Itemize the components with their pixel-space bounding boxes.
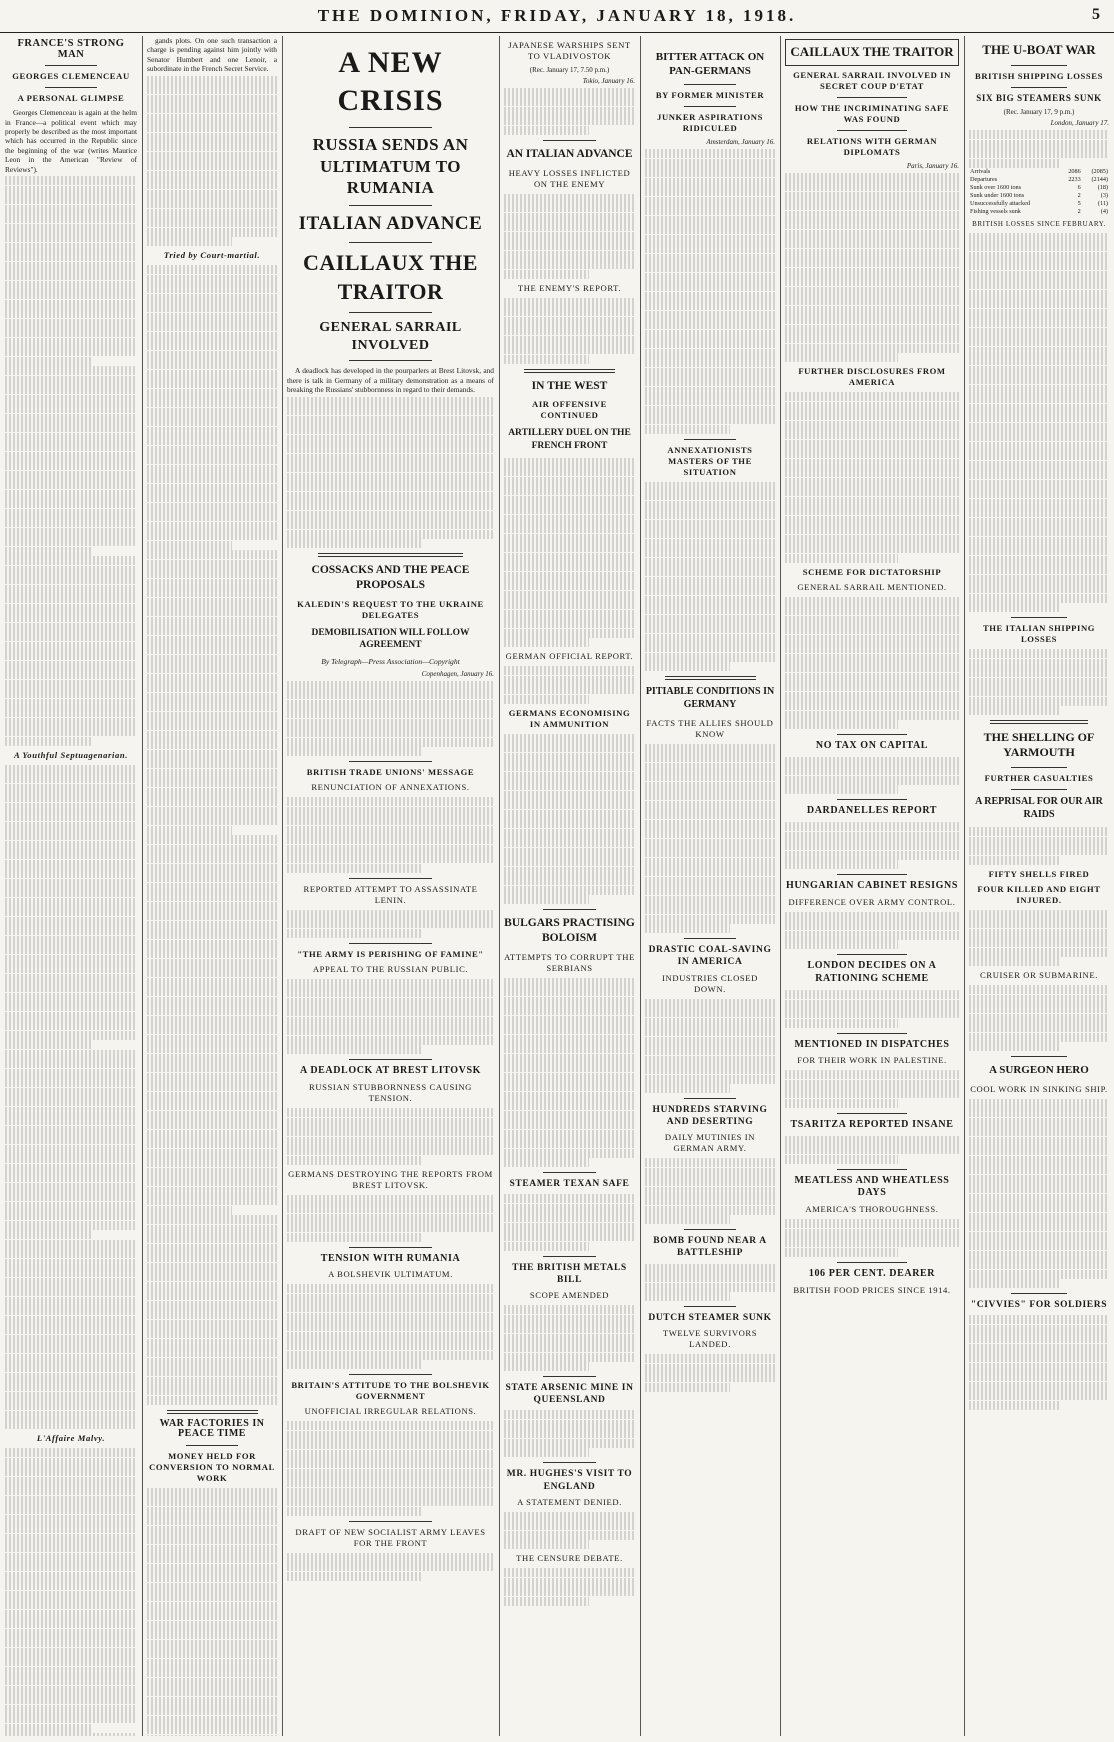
- divider: [543, 1256, 595, 1257]
- stats-cell: Departures: [970, 175, 998, 183]
- article-subhead: UNOFFICIAL IRREGULAR RELATIONS.: [304, 1406, 477, 1417]
- article-lead: Georges Clemenceau is again at the helm in France—a political event which may properly be described as the most important which has occurred in the Republic since the beginning of the war (writes Maurice Leon in the American "Review of Reviews").: [5, 108, 137, 174]
- article-headline: STEAMER TEXAN SAFE: [509, 1179, 630, 1190]
- stats-cell: 2233: [1068, 175, 1081, 183]
- stats-cell: 2: [1077, 191, 1081, 199]
- article-headline: ANNEXATIONISTS MASTERS OF THE SITUATION: [667, 444, 753, 477]
- divider: [990, 720, 1088, 724]
- headline-deck: RUSSIA SENDS AN ULTIMATUM TO RUMANIA: [312, 134, 469, 198]
- divider: [684, 439, 736, 440]
- article-subhead: JUNKER ASPIRATIONS RIDICULED: [657, 112, 763, 134]
- article-body-text: [785, 1136, 959, 1164]
- article-body-text: [287, 910, 494, 938]
- divider: [1011, 617, 1067, 618]
- divider: [349, 1059, 432, 1060]
- divider: [684, 938, 736, 939]
- article-subhead: BY FORMER MINISTER: [655, 90, 765, 101]
- article-headline: HUNGARIAN CABINET RESIGNS: [785, 880, 959, 892]
- article-subhead: BRITISH FOOD PRICES SINCE 1914.: [793, 1284, 951, 1295]
- article-subhead: BRITAIN'S ATTITUDE TO THE BOLSHEVIK GOVERNMENT: [291, 1380, 490, 1402]
- divider: [684, 106, 736, 107]
- article-body-text: [645, 744, 775, 934]
- article-body-text: [504, 734, 635, 905]
- column-5: [640, 36, 780, 1736]
- article-subhead: GEORGES CLEMENCEAU: [12, 71, 130, 82]
- divider: [543, 1376, 595, 1377]
- article-subhead: RUSSIAN STUBBORNNESS CAUSING TENSION.: [309, 1082, 472, 1104]
- article-subhead: AIR OFFENSIVE CONTINUED: [532, 399, 607, 421]
- article-subhead: RELATIONS WITH GERMAN DIPLOMATS: [806, 135, 938, 157]
- article-headline: COSSACKS AND THE PEACE PROPOSALS: [311, 564, 470, 592]
- article-body-text: [504, 666, 635, 704]
- column-7: [964, 36, 1114, 1736]
- article-body-text: [287, 979, 494, 1055]
- article-headline: NO TAX ON CAPITAL: [815, 740, 929, 752]
- article-subhead: FIFTY SHELLS FIRED: [988, 868, 1090, 879]
- article-subhead: TWELVE SURVIVORS LANDED.: [662, 1328, 758, 1350]
- divider: [837, 874, 907, 875]
- divider: [684, 1306, 736, 1307]
- article-headline: A SURGEON HERO: [989, 1064, 1089, 1077]
- divider: [349, 1521, 432, 1522]
- divider: [318, 553, 463, 557]
- article-subhead: GERMANS ECONOMISING IN AMMUNITION: [508, 707, 631, 729]
- received-line: (Rec. January 17, 9 p.m.): [1003, 108, 1075, 117]
- article-headline: THE ITALIAN SHIPPING LOSSES: [982, 623, 1096, 645]
- divider: [349, 127, 432, 128]
- article-subhead: BRITISH LOSSES SINCE FEBRUARY.: [972, 219, 1106, 228]
- article-body-text: [5, 176, 137, 746]
- article-body-text: [785, 173, 959, 363]
- article-body-text: [504, 1194, 635, 1251]
- article-subhead: GERMAN OFFICIAL REPORT.: [505, 651, 634, 662]
- article-subhead: THE ENEMY'S REPORT.: [517, 282, 622, 293]
- article-subhead: AMERICA'S THOROUGHNESS.: [805, 1204, 939, 1215]
- article-lead: gands plots. On one such transaction a charge is pending against him jointly with Senator Humbert and one Lenoir, a subordinate in the French Secret Service.: [147, 36, 277, 74]
- article-kicker: A PERSONAL GLIMPSE: [17, 93, 125, 104]
- divider: [837, 1262, 907, 1263]
- stats-cell: 6: [1077, 183, 1081, 191]
- article-headline: DUTCH STEAMER SUNK: [648, 1313, 772, 1324]
- article-subhead: SCHEME FOR DICTATORSHIP: [802, 566, 942, 577]
- divider: [349, 312, 432, 313]
- divider: [837, 1033, 907, 1034]
- divider: [684, 84, 736, 85]
- article-headline: FRANCE'S STRONG MAN: [17, 38, 125, 61]
- article-body-text: [785, 912, 959, 950]
- stats-cell: (18): [1097, 183, 1108, 191]
- masthead-title: THE DOMINION, FRIDAY, JANUARY 18, 1918.: [317, 6, 797, 25]
- article-headline: JAPANESE WARSHIPS SENT TO VLADIVOSTOK: [508, 40, 631, 61]
- agency-line: By Telegraph—Press Association—Copyright: [321, 657, 460, 667]
- article-subhead: SIX BIG STEAMERS SUNK: [976, 92, 1102, 103]
- column-4: [499, 36, 640, 1736]
- article-subhead: HEAVY LOSSES INFLICTED ON THE ENEMY: [508, 167, 631, 189]
- article-subhead: CRUISER OR SUBMARINE.: [980, 970, 1098, 981]
- divider: [524, 369, 616, 373]
- article-body-text: [147, 265, 277, 1405]
- divider: [349, 1374, 432, 1375]
- article-body-text: [504, 1512, 635, 1550]
- article-headline: HUNDREDS STARVING AND DESERTING: [652, 1105, 768, 1128]
- article-headline: BULGARS PRACTISING BOLOISM: [504, 917, 635, 944]
- dateline: Tokio, January 16.: [582, 76, 635, 85]
- dateline: London, January 17.: [1050, 119, 1109, 128]
- article-subhead: GERMANS DESTROYING THE REPORTS FROM BREST LITOVSK.: [288, 1168, 493, 1190]
- main-headline: A NEW CRISIS: [337, 46, 444, 118]
- article-subhead: "THE ARMY IS PERISHING OF FAMINE": [297, 948, 484, 959]
- article-body-text: [969, 1099, 1109, 1289]
- divider: [837, 97, 907, 98]
- article-headline: 106 PER CENT. DEARER: [808, 1267, 936, 1279]
- stats-row: [969, 184, 1109, 192]
- divider: [349, 242, 432, 243]
- article-subhead: ARTILLERY DUEL ON THE FRENCH FRONT: [508, 428, 631, 451]
- article-body-text: [5, 765, 137, 1430]
- article-body-text: [504, 1568, 635, 1606]
- article-body-text: [785, 1219, 959, 1257]
- article-headline: THE BRITISH METALS BILL: [512, 1262, 627, 1285]
- article-subhead: DIFFERENCE OVER ARMY CONTROL.: [788, 896, 956, 907]
- article-subhead: DAILY MUTINIES IN GERMAN ARMY.: [664, 1132, 756, 1154]
- article-headline: LONDON DECIDES ON A RATIONING SCHEME: [807, 960, 937, 985]
- divider: [349, 761, 432, 762]
- stats-cell: Sunk under 1600 tons: [970, 191, 1025, 199]
- article-headline: "CIVVIES" FOR SOLDIERS: [970, 1300, 1108, 1311]
- article-body-text: [969, 985, 1109, 1051]
- article-body-text: [969, 130, 1109, 168]
- divider: [349, 205, 432, 206]
- article-headline: THE SHELLING OF YARMOUTH: [983, 730, 1095, 760]
- article-body-text: [147, 76, 277, 247]
- article-body-text: [287, 797, 494, 873]
- article-body-text: [785, 1070, 959, 1108]
- article-body-text: [147, 1488, 277, 1736]
- article-subhead: THE CENSURE DEBATE.: [516, 1553, 623, 1564]
- divider: [543, 1172, 595, 1173]
- article-body-text: [504, 194, 635, 279]
- stats-row: [969, 208, 1109, 216]
- divider: [45, 87, 98, 88]
- article-body-text: [785, 597, 959, 730]
- stats-row: [969, 192, 1109, 200]
- stats-cell: (11): [1097, 199, 1108, 207]
- article-body-text: [287, 1553, 494, 1581]
- article-subhead: DRAFT OF NEW SOCIALIST ARMY LEAVES FOR THE FRONT: [295, 1526, 486, 1548]
- divider: [186, 1445, 238, 1446]
- article-headline: STATE ARSENIC MINE IN QUEENSLAND: [505, 1383, 634, 1406]
- divider: [45, 65, 98, 66]
- article-body-text: [504, 1410, 635, 1457]
- column-6: [780, 36, 964, 1736]
- article-body-text: [969, 649, 1109, 715]
- divider: [349, 943, 432, 944]
- article-body-text: [287, 1421, 494, 1516]
- article-body-text: [969, 827, 1109, 865]
- divider: [1011, 1293, 1067, 1294]
- article-body-text: [645, 482, 775, 672]
- article-headline: PITIABLE CONDITIONS IN GERMANY: [645, 686, 775, 710]
- article-subhead: GENERAL SARRAIL MENTIONED.: [797, 581, 947, 592]
- article-headline: WAR FACTORIES IN PEACE TIME: [159, 1417, 265, 1440]
- article-headline: MENTIONED IN DISPATCHES: [794, 1038, 950, 1050]
- headline-deck: CAILLAUX THE TRAITOR: [303, 250, 478, 304]
- stats-cell: Sunk over 1600 tons: [970, 183, 1022, 191]
- article-headline: CAILLAUX THE TRAITOR: [790, 44, 954, 59]
- dateline: Paris, January 16.: [906, 161, 959, 170]
- stats-cell: 2: [1077, 207, 1081, 215]
- stats-cell: Arrivals: [970, 168, 991, 176]
- article-body-text: [287, 681, 494, 757]
- article-body-text: [645, 149, 775, 434]
- article-subhead: REPORTED ATTEMPT TO ASSASSINATE LENIN.: [303, 883, 478, 905]
- article-headline: IN THE WEST: [531, 379, 608, 392]
- divider: [684, 1229, 736, 1230]
- article-subhead: GENERAL SARRAIL INVOLVED IN SECRET COUP D'ETAT: [793, 69, 951, 91]
- article-body-text: [504, 298, 635, 364]
- divider: [1011, 65, 1067, 66]
- divider: [349, 878, 432, 879]
- article-headline: MR. HUGHES'S VISIT TO ENGLAND: [506, 1469, 633, 1492]
- article-subhead: FURTHER CASUALTIES: [984, 772, 1094, 783]
- section-heading: Tried by Court-martial.: [163, 250, 261, 261]
- divider: [837, 954, 907, 955]
- headline-box: [785, 39, 959, 66]
- article-headline: BITTER ATTACK ON PAN-GERMANS: [655, 51, 765, 78]
- article-subhead: FOR THEIR WORK IN PALESTINE.: [797, 1055, 947, 1066]
- divider: [543, 909, 595, 910]
- divider: [1011, 1056, 1067, 1057]
- article-body-text: [504, 458, 635, 648]
- divider: [837, 130, 907, 131]
- divider: [543, 1462, 595, 1463]
- article-headline: THE U-BOAT WAR: [982, 42, 1096, 57]
- article-headline: AN ITALIAN ADVANCE: [506, 147, 633, 160]
- article-body-text: [287, 1108, 494, 1165]
- divider: [1011, 767, 1067, 768]
- headline-deck: GENERAL SARRAIL INVOLVED: [319, 319, 462, 353]
- stats-row: [969, 200, 1109, 208]
- article-lead: A deadlock has developed in the pourparlers at Brest Litovsk, and there is talk in Germany of a military demonstration as a means of breaking the Russians' stubbornness in regard to their demands.: [287, 366, 494, 395]
- stats-cell: (4): [1100, 207, 1108, 215]
- article-body-text: [969, 1315, 1109, 1410]
- column-3: [282, 36, 499, 1736]
- article-subhead: FOUR KILLED AND EIGHT INJURED.: [977, 883, 1101, 905]
- stats-cell: (3): [1100, 191, 1108, 199]
- divider: [1011, 87, 1067, 88]
- article-subhead: DEMOBILISATION WILL FOLLOW AGREEMENT: [311, 627, 470, 650]
- article-body-text: [969, 910, 1109, 967]
- divider: [349, 1247, 432, 1248]
- divider: [665, 676, 756, 680]
- article-headline: DRASTIC COAL-SAVING IN AMERICA: [648, 945, 772, 968]
- column-1: [0, 36, 142, 1736]
- divider: [349, 360, 432, 361]
- article-subhead: BRITISH SHIPPING LOSSES: [975, 70, 1103, 81]
- divider: [837, 799, 907, 800]
- article-body-text: [785, 990, 959, 1028]
- article-body-text: [645, 999, 775, 1094]
- article-body-text: [287, 1195, 494, 1242]
- article-subhead: FURTHER DISCLOSURES FROM AMERICA: [798, 366, 946, 388]
- article-body-text: [287, 397, 494, 549]
- article-subhead: HOW THE INCRIMINATING SAFE WAS FOUND: [794, 102, 950, 124]
- article-subhead: APPEAL TO THE RUSSIAN PUBLIC.: [312, 963, 469, 974]
- divider: [837, 734, 907, 735]
- article-body-text: [504, 978, 635, 1168]
- headline-deck: ITALIAN ADVANCE: [298, 213, 483, 235]
- article-subhead: A BOLSHEVIK ULTIMATUM.: [328, 1269, 453, 1280]
- page-number: 5: [1092, 6, 1100, 23]
- article-subhead: COOL WORK IN SINKING SHIP.: [970, 1083, 1108, 1094]
- article-subhead: A STATEMENT DENIED.: [517, 1496, 622, 1507]
- article-headline: TSARITZA REPORTED INSANE: [790, 1118, 954, 1130]
- divider: [837, 1169, 907, 1170]
- article-body-text: [645, 1264, 775, 1302]
- article-subhead: KALEDIN'S REQUEST TO THE UKRAINE DELEGATES: [297, 598, 484, 620]
- article-headline: MEATLESS AND WHEATLESS DAYS: [794, 1174, 950, 1199]
- shipping-losses-table: [969, 168, 1109, 216]
- article-subhead: A DEADLOCK AT BREST LITOVSK: [299, 1065, 482, 1077]
- section-heading: A Youthful Septuagenarian.: [13, 749, 129, 760]
- article-body-text: [785, 392, 959, 563]
- article-body-text: [645, 1158, 775, 1224]
- divider: [543, 140, 595, 141]
- article-body-text: [504, 88, 635, 135]
- article-body-text: [287, 1284, 494, 1369]
- article-subhead: SCOPE AMENDED: [529, 1290, 610, 1301]
- article-subhead: FACTS THE ALLIES SHOULD KNOW: [646, 717, 774, 739]
- section-heading: L'Affaire Malvy.: [36, 1433, 106, 1444]
- stats-row: [969, 176, 1109, 184]
- divider: [837, 1113, 907, 1114]
- article-body-text: [504, 1305, 635, 1371]
- masthead: [0, 0, 1114, 33]
- shipping-loss-figures: [969, 233, 1109, 613]
- divider: [684, 1098, 736, 1099]
- article-headline: BOMB FOUND NEAR A BATTLESHIP: [653, 1236, 767, 1259]
- article-subhead: TENSION WITH RUMANIA: [320, 1252, 461, 1264]
- article-subhead: INDUSTRIES CLOSED DOWN.: [662, 972, 758, 994]
- stats-cell: 2086: [1068, 168, 1081, 176]
- divider: [167, 1410, 258, 1414]
- article-body-text: [645, 1354, 775, 1392]
- divider: [1011, 789, 1067, 790]
- stats-cell: (2085): [1091, 168, 1108, 176]
- received-line: (Rec. January 17, 7.50 p.m.): [529, 66, 610, 74]
- stats-cell: Fishing vessels sunk: [970, 207, 1021, 215]
- column-2: [142, 36, 282, 1736]
- article-body-text: [785, 822, 959, 869]
- article-subhead: RENUNCIATION OF ANNEXATIONS.: [311, 782, 470, 793]
- stats-row: [969, 168, 1109, 176]
- dateline: Amsterdam, January 16.: [706, 138, 775, 147]
- dateline: Copenhagen, January 16.: [421, 669, 494, 678]
- article-headline: A REPRISAL FOR OUR AIR RAIDS: [975, 795, 1103, 820]
- stats-cell: (2144): [1091, 175, 1108, 183]
- article-subhead: ATTEMPTS TO CORRUPT THE SERBIANS: [504, 951, 635, 973]
- article-subhead: MONEY HELD FOR CONVERSION TO NORMAL WORK: [149, 1450, 275, 1483]
- article-body-text: [785, 757, 959, 795]
- article-body-text: [5, 1448, 137, 1736]
- stats-cell: 5: [1077, 199, 1081, 207]
- article-subhead: BRITISH TRADE UNIONS' MESSAGE: [306, 767, 475, 778]
- stats-cell: Unsuccessfully attacked: [970, 199, 1030, 207]
- article-headline: DARDANELLES REPORT: [806, 805, 938, 817]
